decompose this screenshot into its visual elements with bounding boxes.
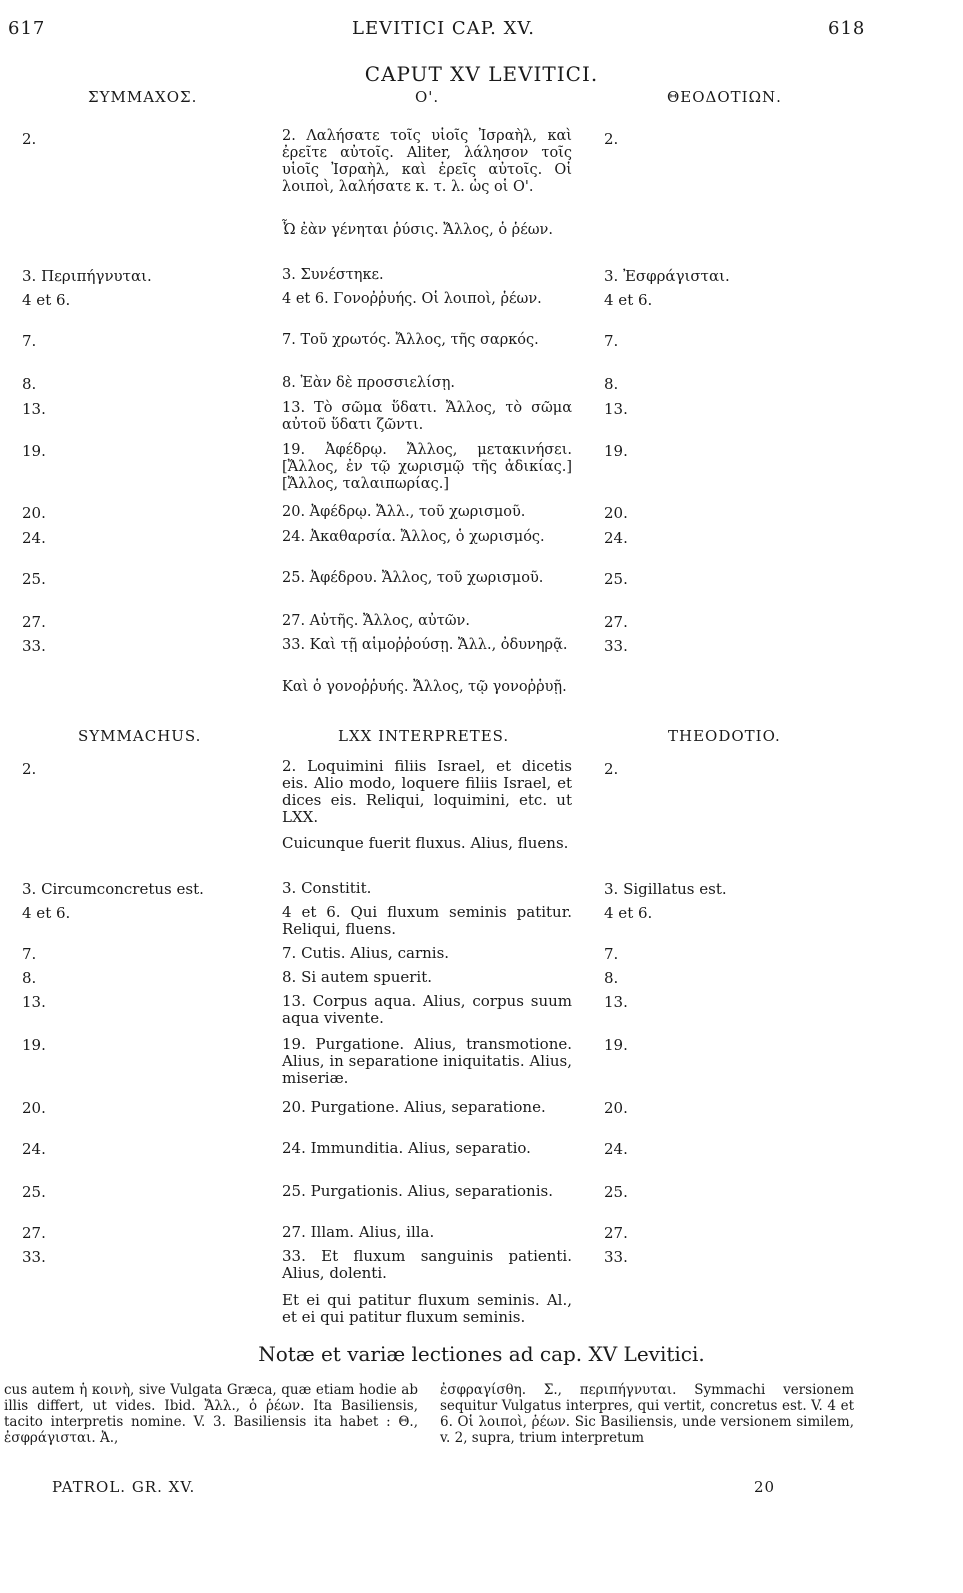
greek-left-entry: 7. (22, 332, 37, 350)
greek-lxx-entry: Ὦ ἐὰν γένηται ῥύσις. Ἄλλος, ὁ ῥέων. (282, 222, 553, 238)
greek-left-entry: 33. (22, 637, 46, 655)
greek-lxx-entry: 19. Ἀφέδρῳ. Ἄλλος, μετακινήσει. [Ἄλλος, ἐν τῷ χωρισμῷ τῆς ἀδικίας.] [Ἄλλος, ταλαιπωρίας.] (282, 442, 572, 492)
notes-right-column: ἐσφραγίσθη. Σ., περιπήγνυται. Symmachi versionem sequitur Vulgatus interpres, qui vertit, concretus est. V. 4 et 6. Οἱ λοιποὶ, ῥέων. Sic Basiliensis, unde versionem similem, v. 2, supra, trium interpretum (440, 1382, 854, 1446)
greek-lxx-entry: 7. Τοῦ χρωτός. Ἄλλος, τῆς σαρκός. (282, 332, 539, 348)
latin-right-entry: 25. (604, 1183, 628, 1201)
greek-right-entry: 4 et 6. (604, 291, 653, 309)
latin-lxx-entry: Et ei qui patitur fluxum seminis. Al., et ei qui patitur fluxum seminis. (282, 1291, 572, 1326)
running-title: LEVITICI CAP. XV. (352, 18, 535, 39)
greek-col-theodotion: ΘΕΟΔΟΤΙΩΝ. (667, 88, 782, 106)
latin-left-entry: 3. Circumconcretus est. (22, 880, 204, 898)
latin-lxx-entry: 19. Purgatione. Alius, transmotione. Alius, in separatione iniquitatis. Alius, miseriæ. (282, 1035, 572, 1087)
latin-lxx-entry: 13. Corpus aqua. Alius, corpus suum aqua vivente. (282, 992, 572, 1027)
latin-right-entry: 7. (604, 945, 619, 963)
latin-left-entry: 8. (22, 969, 37, 987)
greek-left-entry: 19. (22, 442, 46, 460)
greek-lxx-entry: 25. Ἀφέδρου. Ἄλλος, τοῦ χωρισμοῦ. (282, 570, 544, 586)
latin-col-lxx: LXX INTERPRETES. (338, 727, 510, 745)
latin-lxx-entry: 33. Et fluxum sanguinis patienti. Alius, dolenti. (282, 1247, 572, 1282)
greek-left-entry: 24. (22, 529, 46, 547)
latin-right-entry: 4 et 6. (604, 904, 653, 922)
latin-left-entry: 13. (22, 993, 46, 1011)
greek-lxx-entry: 4 et 6. Γονοῤῥυής. Οἱ λοιποὶ, ῥέων. (282, 291, 542, 307)
latin-left-entry: 33. (22, 1248, 46, 1266)
latin-left-entry: 2. (22, 760, 37, 778)
page-number-right: 618 (828, 18, 866, 39)
greek-lxx-entry: 20. Ἀφέδρῳ. Ἄλλ., τοῦ χωρισμοῦ. (282, 504, 526, 520)
footer-signature-number: 20 (754, 1478, 776, 1496)
latin-right-entry: 19. (604, 1036, 628, 1054)
latin-right-entry: 20. (604, 1099, 628, 1117)
latin-lxx-entry: 4 et 6. Qui fluxum seminis patitur. Reliqui, fluens. (282, 903, 572, 938)
latin-col-theodotio: THEODOTIO. (668, 727, 781, 745)
page-number-left: 617 (8, 18, 46, 39)
latin-left-entry: 24. (22, 1140, 46, 1158)
greek-lxx-entry: 3. Συνέστηκε. (282, 267, 384, 283)
latin-lxx-entry: 27. Illam. Alius, illa. (282, 1223, 435, 1241)
chapter-title: CAPUT XV LEVITICI. (364, 62, 599, 86)
latin-lxx-entry: 2. Loquimini filiis Israel, et dicetis eis. Alio modo, loquere filiis Israel, et dices eis. Reliqui, loquimini, etc. ut LXX. (282, 757, 572, 826)
latin-right-entry: 24. (604, 1140, 628, 1158)
latin-right-entry: 13. (604, 993, 628, 1011)
greek-lxx-entry: 33. Καὶ τῇ αἱμοῤῥούσῃ. Ἄλλ., ὀδυνηρᾷ. (282, 637, 568, 653)
notes-title: Notæ et variæ lectiones ad cap. XV Levitici. (258, 1342, 705, 1366)
greek-lxx-entry: 13. Τὸ σῶμα ὕδατι. Ἄλλος, τὸ σῶμα αὐτοῦ ὕδατι ζῶντι. (282, 400, 572, 433)
greek-lxx-entry: 24. Ἀκαθαρσία. Ἄλλος, ὁ χωρισμός. (282, 529, 545, 545)
greek-right-entry: 8. (604, 375, 619, 393)
greek-left-entry: 3. Περιπήγνυται. (22, 267, 152, 285)
latin-right-entry: 8. (604, 969, 619, 987)
greek-left-entry: 25. (22, 570, 46, 588)
greek-lxx-entry: 8. Ἐὰν δὲ προσσιελίσῃ. (282, 375, 455, 391)
latin-lxx-entry: 8. Si autem spuerit. (282, 968, 433, 986)
greek-lxx-entry: 2. Λαλήσατε τοῖς υἱοῖς Ἰσραὴλ, καὶ ἐρεῖτε αὐτοῖς. Aliter, λάλησον τοῖς υἱοῖς Ἰσραὴλ, καὶ ἐρεῖς αὐτοῖς. Οἱ λοιποὶ, λαλήσατε κ. τ. λ. ὡς οἱ Ο'. (282, 128, 572, 195)
latin-lxx-entry: 7. Cutis. Alius, carnis. (282, 944, 450, 962)
latin-left-entry: 19. (22, 1036, 46, 1054)
latin-col-symmachus: SYMMACHUS. (78, 727, 202, 745)
greek-left-entry: 8. (22, 375, 37, 393)
greek-right-entry: 25. (604, 570, 628, 588)
latin-right-entry: 3. Sigillatus est. (604, 880, 727, 898)
latin-left-entry: 27. (22, 1224, 46, 1242)
latin-lxx-entry: Cuicunque fuerit fluxus. Alius, fluens. (282, 834, 569, 852)
latin-left-entry: 25. (22, 1183, 46, 1201)
latin-left-entry: 20. (22, 1099, 46, 1117)
latin-right-entry: 27. (604, 1224, 628, 1242)
greek-right-entry: 27. (604, 613, 628, 631)
greek-right-entry: 33. (604, 637, 628, 655)
footer-series-title: PATROL. GR. XV. (52, 1478, 196, 1496)
greek-lxx-entry: Καὶ ὁ γονοῤῥυής. Ἄλλος, τῷ γονοῤῥυῇ. (282, 679, 567, 695)
greek-left-entry: 20. (22, 504, 46, 522)
greek-right-entry: 19. (604, 442, 628, 460)
greek-right-entry: 2. (604, 130, 619, 148)
greek-lxx-entry: 27. Αὐτῆς. Ἄλλος, αὐτῶν. (282, 613, 470, 629)
latin-lxx-entry: 3. Constitit. (282, 879, 372, 897)
greek-left-entry: 27. (22, 613, 46, 631)
greek-left-entry: 13. (22, 400, 46, 418)
greek-left-entry: 4 et 6. (22, 291, 71, 309)
greek-right-entry: 20. (604, 504, 628, 522)
greek-right-entry: 13. (604, 400, 628, 418)
greek-right-entry: 7. (604, 332, 619, 350)
latin-lxx-entry: 20. Purgatione. Alius, separatione. (282, 1098, 546, 1116)
latin-right-entry: 2. (604, 760, 619, 778)
notes-left-column: cus autem ἡ κοινὴ, sive Vulgata Græca, quæ etiam hodie ab illis differt, ut vides. Ibid. Ἄλλ., ὁ ῥέων. Ita Basiliensis, tacito interpretis nomine. V. 3. Basiliensis ita habet : Θ., ἐσφράγισται. Ἀ., (4, 1382, 418, 1446)
greek-left-entry: 2. (22, 130, 37, 148)
latin-right-entry: 33. (604, 1248, 628, 1266)
latin-lxx-entry: 24. Immunditia. Alius, separatio. (282, 1139, 531, 1157)
latin-left-entry: 7. (22, 945, 37, 963)
greek-right-entry: 3. Ἐσφράγισται. (604, 267, 730, 285)
latin-left-entry: 4 et 6. (22, 904, 71, 922)
greek-col-symmachus: ΣΥΜΜΑΧΟΣ. (88, 88, 198, 106)
greek-col-lxx: Ο'. (415, 88, 440, 106)
latin-lxx-entry: 25. Purgationis. Alius, separationis. (282, 1182, 553, 1200)
greek-right-entry: 24. (604, 529, 628, 547)
